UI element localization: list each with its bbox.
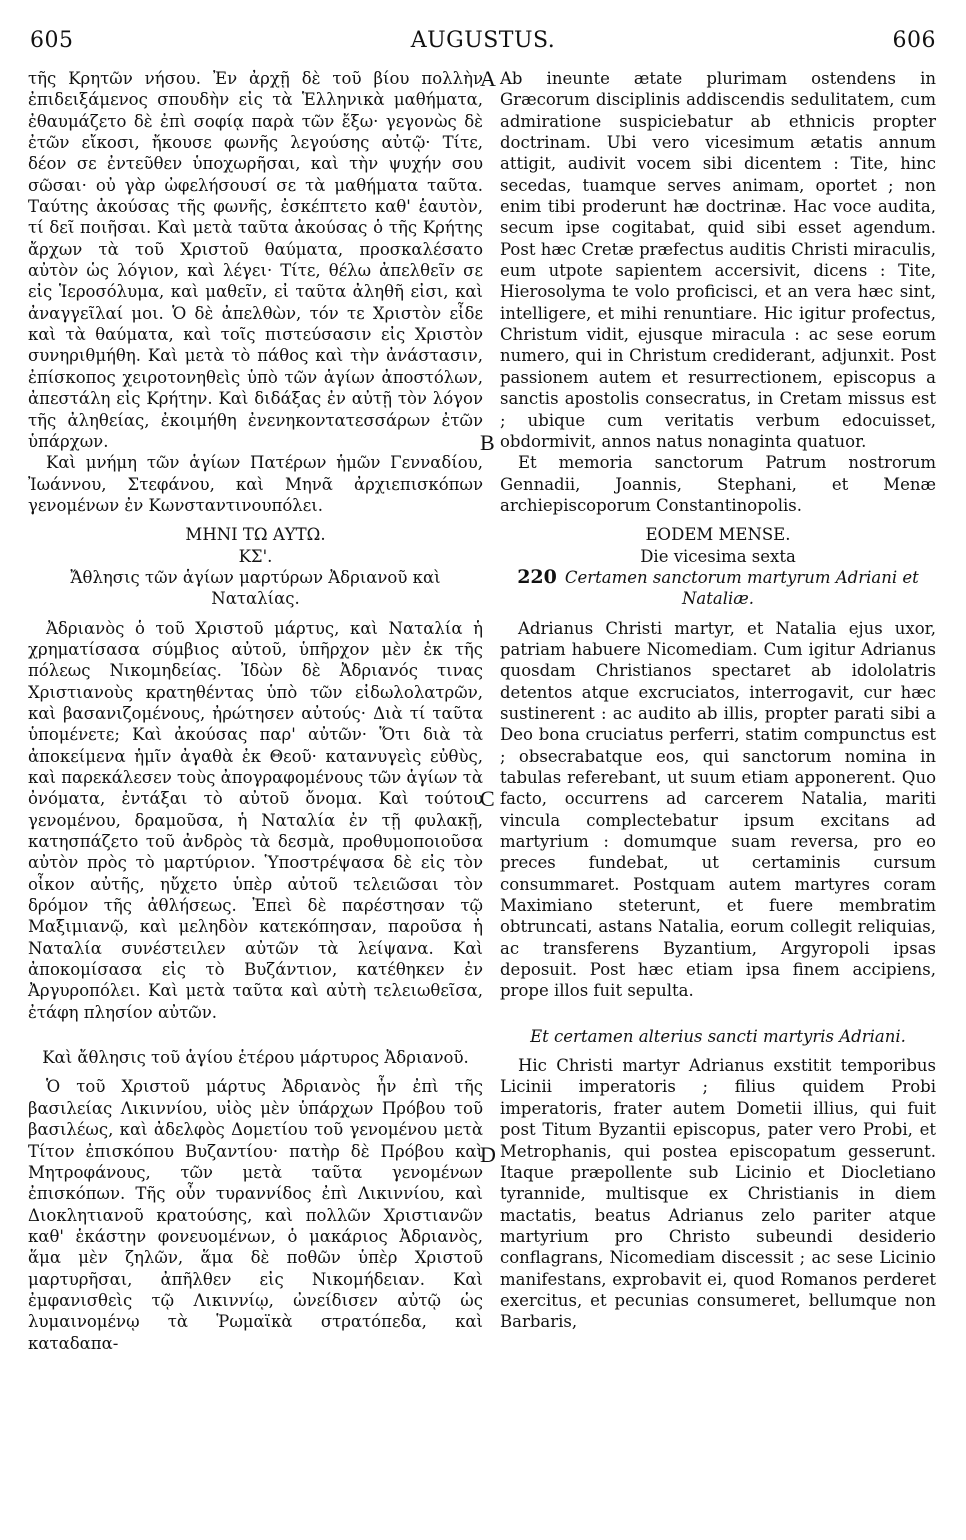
latin-section-heading: Certamen sanctorum martyrum Adriani et Nataliæ. <box>564 567 919 609</box>
running-title: AUGUSTUS. <box>410 28 556 53</box>
page-number-right: 606 <box>892 28 936 53</box>
greek-paragraph: τῆς Κρητῶν νήσου. Ἐν ἀρχῇ δὲ τοῦ βίου πολλὴν ἐπιδειξάμενος σπουδὴν εἰς τὰ Ἑλληνικὰ μαθήματα, ἐθαυμάζετο δὲ ἐπὶ σοφίᾳ παρὰ τῶν ἔξω· γεγονὼς δὲ ἐτῶν εἴκοσι, ἤκουσε φωνῆς λεγούσης αὐτῷ· Τίτε, δέον σε ἐντεῦθεν ὑποχωρῆσαι, καὶ τὴν ψυχήν σου σῶσαι· οὐ γὰρ ὠφελήσουσί σε τὰ μαθήματα ταῦτα. Ταύτης ἀκούσας τῆς φωνῆς, ἐσκέπτετο καθ' ἑαυτὸν, τί δεῖ ποιῆσαι. Καὶ μετὰ ταῦτα ἀκούσας ὁ τῆς Κρήτης ἄρχων τὰ τοῦ Χριστοῦ θαύματα, προσκαλέσατο αὐτὸν ὡς λόγιον, καὶ λέγει· Τίτε, θέλω ἀπελθεῖν σε εἰς Ἱεροσόλυμα, καὶ μαθεῖν, εἰ ταῦτα ἀληθῆ εἰσι, καὶ ἀναγγεῖλαί μοι. Ὁ δὲ ἀπελθὼν, τόν τε Χριστὸν εἶδε καὶ τὰ θαύματα, καὶ τοῖς πιστεύσασιν εἰς Χριστὸν συνηριθμήθη. Καὶ μετὰ τὸ πάθος καὶ τὴν ἀνάστασιν, ἐπίσκοπος χειροτονηθεὶς ὑπὸ τῶν ἁγίων ἀποστόλων, ἀπεστάλη εἰς Κρήτην. Καὶ διδάξας ἐν αὐτῇ τὸν λόγον τῆς ἀληθείας, ἐκοιμήθη ἐνενηκοντατεσσάρων ἐτῶν ὑπάρχων. <box>28 69 483 451</box>
margin-letter-a: A <box>480 66 496 91</box>
latin-paragraph: Et memoria sanctorum Patrum nostrorum Gennadii, Joannis, Stephani, et Menæ archiepiscoporum Constantinopolis. <box>500 453 936 515</box>
entry-number: 220 <box>517 565 557 588</box>
latin-paragraph: Ab ineunte ætate plurimam ostendens in Græcorum disciplinis addiscendis sedulitatem, cum admiratione suspiciebatur ab ethnicis propter doctrinam. Ubi vero vicesimum ætatis annum attigit, audivit vocem sibi dicentem : Tite, hinc secedas, tuamque serves animam, oportet ; non enim tibi proderunt hæ doctrinæ. Hac voce audita, secum ipse cogitabat, quid sibi esset agendum. Post hæc Cretæ præfectus auditis Christi miraculis, eum utpote sapientem accersivit, dicens : Tite, Hierosolyma te volo proficisci, et an vera hæc sint, intelligere, et mihi renuntiare. Hic igitur profectus, Christum vidit, ejusque miracula : ac sese eorum numero, qui in Christum crediderant, adjunxit. Post passionem autem et resurrectionem, episcopus a sanctis apostolis consecratus, in Cretam missus est ; ubique cum veritatis verbum edocuisset, obdormivit, annos natus nonaginta quatuor. <box>500 69 936 451</box>
greek-column <box>28 68 483 1354</box>
margin-letter-d: D <box>480 1142 496 1167</box>
greek-month-heading: ΜΗΝΙ ΤΩ ΑΥΤΩ. <box>185 525 326 545</box>
greek-section-heading: Καὶ ἄθλησις τοῦ ἁγίου ἑτέρου μάρτυρος Ἀδριανοῦ. <box>42 1048 469 1068</box>
greek-paragraph: Ὁ τοῦ Χριστοῦ μάρτυς Ἀδριανὸς ἦν ἐπὶ τῆς βασιλείας Λικιννίου, υἱὸς μὲν ὑπάρχων Πρόβου τοῦ βασιλέως, καὶ ἀδελφὸς Δομετίου τοῦ γενομένου μετὰ Τίτον ἐπισκόπου Βυζαντίου· πατὴρ δὲ Πρόβου καὶ Μητροφάνους, τῶν μετὰ ταῦτα γενομένων ἐπισκόπων. Τῆς οὖν τυραννίδος ἐπὶ Λικιννίου, καὶ Διοκλητιανοῦ κρατούσης, καὶ πολλῶν Χριστιανῶν καθ' ἑκάστην φονευομένων, ὁ μακάριος Ἀδριανὸς, ἅμα μὲν ζηλῶν, ἅμα δὲ ποθῶν ὑπὲρ Χριστοῦ μαρτυρῆσαι, ἀπῆλθεν εἰς Νικομήδειαν. Καὶ ἐμφανισθεὶς τῷ Λικιννίῳ, ὠνείδισεν αὐτῷ ὡς λυμαινομένῳ τὰ Ῥωμαϊκὰ στρατόπεδα, καὶ καταδαπα- <box>28 1077 483 1353</box>
greek-day-heading: ΚΣ'. <box>238 546 273 566</box>
latin-month-heading: EODEM MENSE. <box>645 525 791 545</box>
greek-paragraph: Καὶ μνήμη τῶν ἁγίων Πατέρων ἡμῶν Γενναδίου, Ἰωάννου, Στεφάνου, καὶ Μηνᾶ ἀρχιεπισκόπων γενομένων ἐν Κωνσταντινουπόλει. <box>28 453 483 515</box>
page-number-left: 605 <box>30 28 74 53</box>
latin-paragraph: Adrianus Christi martyr, et Natalia ejus uxor, patriam habuere Nicomediam. Cum igitur Adrianus quosdam Christianos spectaret ab idololatris detentos atque excruciatos, interrogavit, cur hæc sustinerent : ac audito ab illis, propter parati sibi a Deo bona cruciatus perferri, statim compunctus est ; obsecrabatque eos, qui sanctorum nomina in tabulas referebant, ut suum etiam apponerent. Quo facto, occurrens ad carcerem Natalia, mariti vincula complectebatur ipsum excitans ad martyrium : domumque suam reversa, pro eo preces fundebat, ut certaminis cursum consummaret. Postquam autem martyres coram Maximiano steterunt, et fuere membratim obtruncati, astans Natalia, eorum collegit reliquias, ac transferens Byzantium, Argyropoli ipsas deposuit. Post hæc etiam ipsa finem accipiens, prope illos fuit sepulta. <box>500 618 936 1001</box>
latin-section-heading: Et certamen alterius sancti martyris Adriani. <box>530 1026 906 1046</box>
margin-letter-c: C <box>480 786 495 811</box>
latin-section-heading-block <box>500 567 936 610</box>
margin-letter-b: B <box>480 430 495 455</box>
greek-section-heading: Ἄθλησις τῶν ἁγίων μαρτύρων Ἀδριανοῦ καὶ Ναταλίας. <box>70 567 441 609</box>
latin-day-heading: Die vicesima sexta <box>640 546 796 566</box>
latin-paragraph: Hic Christi martyr Adrianus exstitit temporibus Licinii imperatoris ; filius quidem Probi imperatoris, frater autem Dometii illius, qui fuit post Titum Byzantii episcopus, pater vero Probi, et Metrophanis, qui postea episcopatum gesserunt. Itaque præpollente sub Licinio et Diocletiano tyrannide, multisque ex Christianis in diem mactatis, beatus Adrianus zelo pariter atque martyrium pro Christo subeundi desiderio conflagrans, Nicomediam discessit ; ac sese Licinio manifestans, exprobavit ei, quod Romanos perderet exercitus, et pecunias consumeret, bellumque non Barbaris, <box>500 1056 936 1332</box>
page-header <box>30 28 936 58</box>
greek-paragraph: Ἀδριανὸς ὁ τοῦ Χριστοῦ μάρτυς, καὶ Ναταλία ἡ χρηματίσασα σύμβιος αὐτοῦ, ὑπῆρχον μὲν ἐκ τῆς πόλεως Νικομηδείας. Ἰδὼν δὲ Ἀδριανός τινας Χριστιανοὺς κρατηθέντας ὑπὸ τῶν εἰδωλολατρῶν, καὶ βασανιζομένους, ἠρώτησεν αὐτούς· Διὰ τί ταῦτα ὑπομένετε; Καὶ ἀκούσας παρ' αὐτῶν· Ὅτι διὰ τὰ ἀποκείμενα ἡμῖν ἀγαθὰ ἐκ Θεοῦ· κατανυγεὶς εὐθὺς, καὶ παρεκάλεσεν τοὺς ἀπογραφομένους τῶν ἁγίων τὰ ὀνόματα, ἐντάξαι τὸ αὐτοῦ ὄνομα. Καὶ τούτου γενομένου, δραμοῦσα, ἡ Ναταλία ἐν τῇ φυλακῇ, κατησπάζετο τοῦ ἀνδρὸς τὰ δεσμὰ, προθυμοποιοῦσα αὐτὸν πρὸς τὸ μαρτύριον. Ὑποστρέψασα δὲ εἰς τὸν οἶκον αὐτῆς, ηὔχετο ὑπὲρ αὐτοῦ τελειῶσαι τὸν δρόμον τῆς ἀθλήσεως. Ἐπεὶ δὲ παρέστησαν τῷ Μαξιμιανῷ, καὶ μεληδὸν κατεκόπησαν, παροῦσα ἡ Ναταλία συνέστειλεν αὐτῶν τὰ λείψανα. Καὶ ἀποκομίσασα εἰς τὸ Βυζάντιον, κατέθηκεν ἐν Ἀργυροπόλει. Καὶ μετὰ ταῦτα καὶ αὐτὴ τελειωθεῖσα, ἐτάφη πλησίον αὐτῶν. <box>28 618 483 1022</box>
latin-column <box>500 68 936 1333</box>
